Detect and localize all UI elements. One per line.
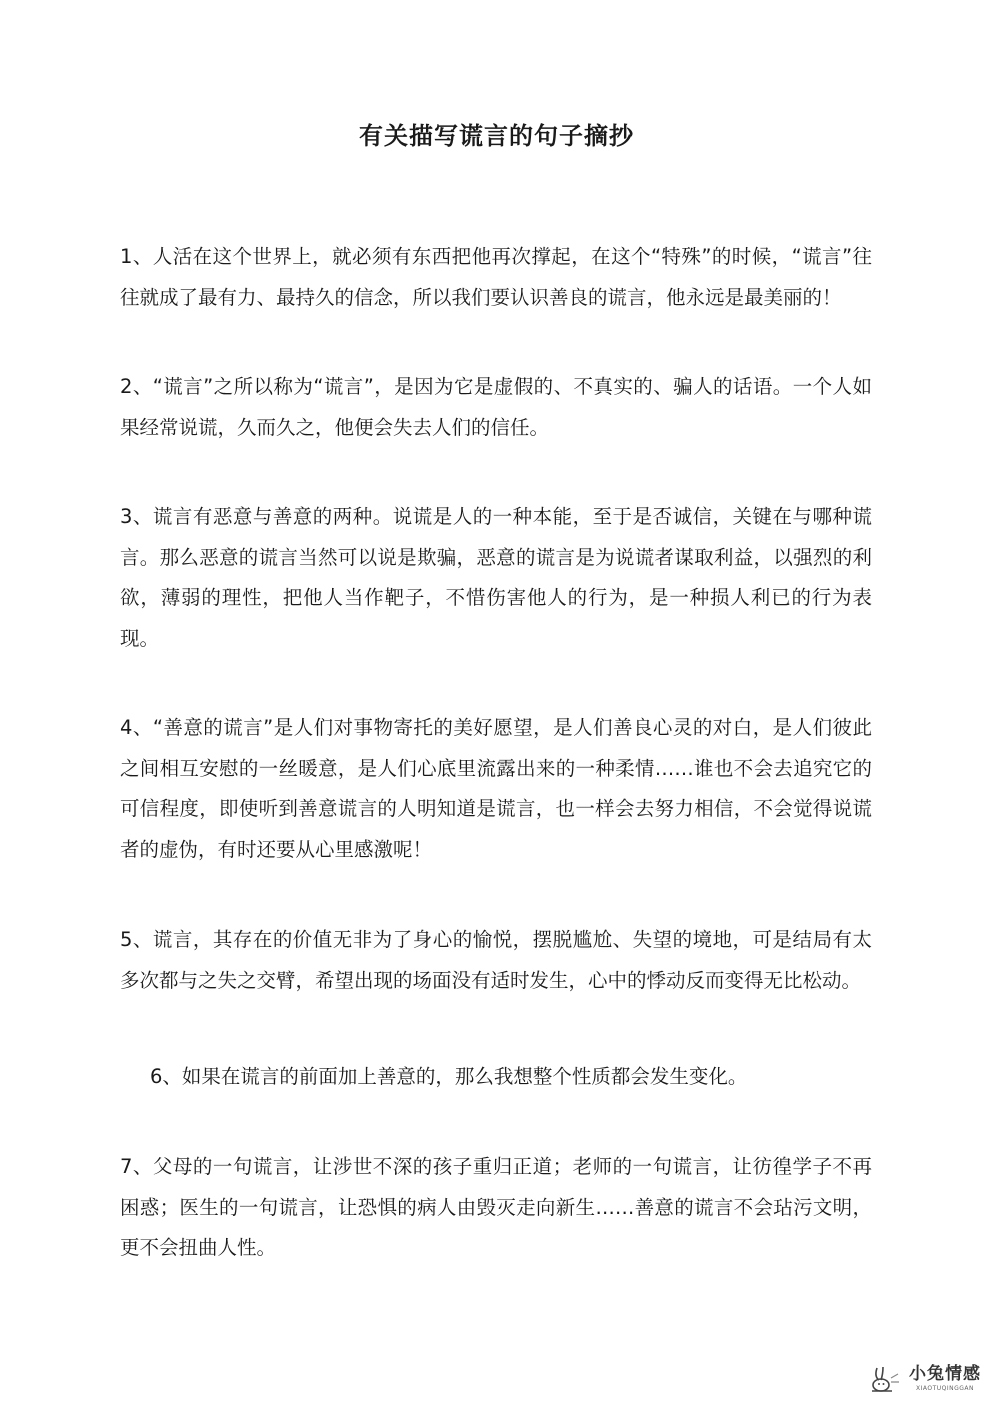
paragraph-2: 2、“谎言”之所以称为“谎言”，是因为它是虚假的、不真实的、骗人的话语。一个人如果经常说谎，久而久之，他便会失去人们的信任。 <box>120 375 872 439</box>
paragraph-7: 7、父母的一句谎言，让涉世不深的孩子重归正道；老师的一句谎言，让彷徨学子不再困惑；医生的一句谎言，让恐惧的病人由毁灭走向新生……善意的谎言不会玷污文明，更不会扭曲人性。 <box>120 1155 872 1259</box>
watermark-brand-en: XIAOTUQINGGAN <box>915 1385 975 1392</box>
paragraph-1: 1、人活在这个世界上，就必须有东西把他再次撑起，在这个“特殊”的时候，“谎言”往往就成了最有力、最持久的信念，所以我们要认识善良的谎言，他永远是最美丽的！ <box>120 245 872 309</box>
watermark-text <box>909 1366 981 1392</box>
watermark-logo <box>867 1364 981 1394</box>
paragraph-4: 4、“善意的谎言”是人们对事物寄托的美好愿望，是人们善良心灵的对白，是人们彼此之间相互安慰的一丝暖意，是人们心底里流露出来的一种柔情……谁也不会去追究它的可信程度，即使听到善意谎言的人明知道是谎言，也一样会去努力相信，不会觉得说谎者的虚伪，有时还要从心里感激呢！ <box>120 716 872 861</box>
watermark-brand-cn: 小兔情感 <box>909 1364 981 1384</box>
rabbit-logo-icon <box>867 1364 903 1394</box>
document-title: 有关描写谎言的句子摘抄 <box>359 122 634 150</box>
paragraph-6: 6、如果在谎言的前面加上善意的，那么我想整个性质都会发生变化。 <box>150 1065 748 1088</box>
paragraph-3: 3、谎言有恶意与善意的两种。说谎是人的一种本能，至于是否诚信，关键在与哪种谎言。那么恶意的谎言当然可以说是欺骗，恶意的谎言是为说谎者谋取利益，以强烈的利欲，薄弱的理性，把他人当作靶子，不惜伤害他人的行为，是一种损人利已的行为表现。 <box>120 505 872 650</box>
paragraph-5: 5、谎言，其存在的价值无非为了身心的愉悦，摆脱尴尬、失望的境地，可是结局有太多次都与之失之交臂，希望出现的场面没有适时发生，心中的悸动反而变得无比松动。 <box>120 928 872 992</box>
